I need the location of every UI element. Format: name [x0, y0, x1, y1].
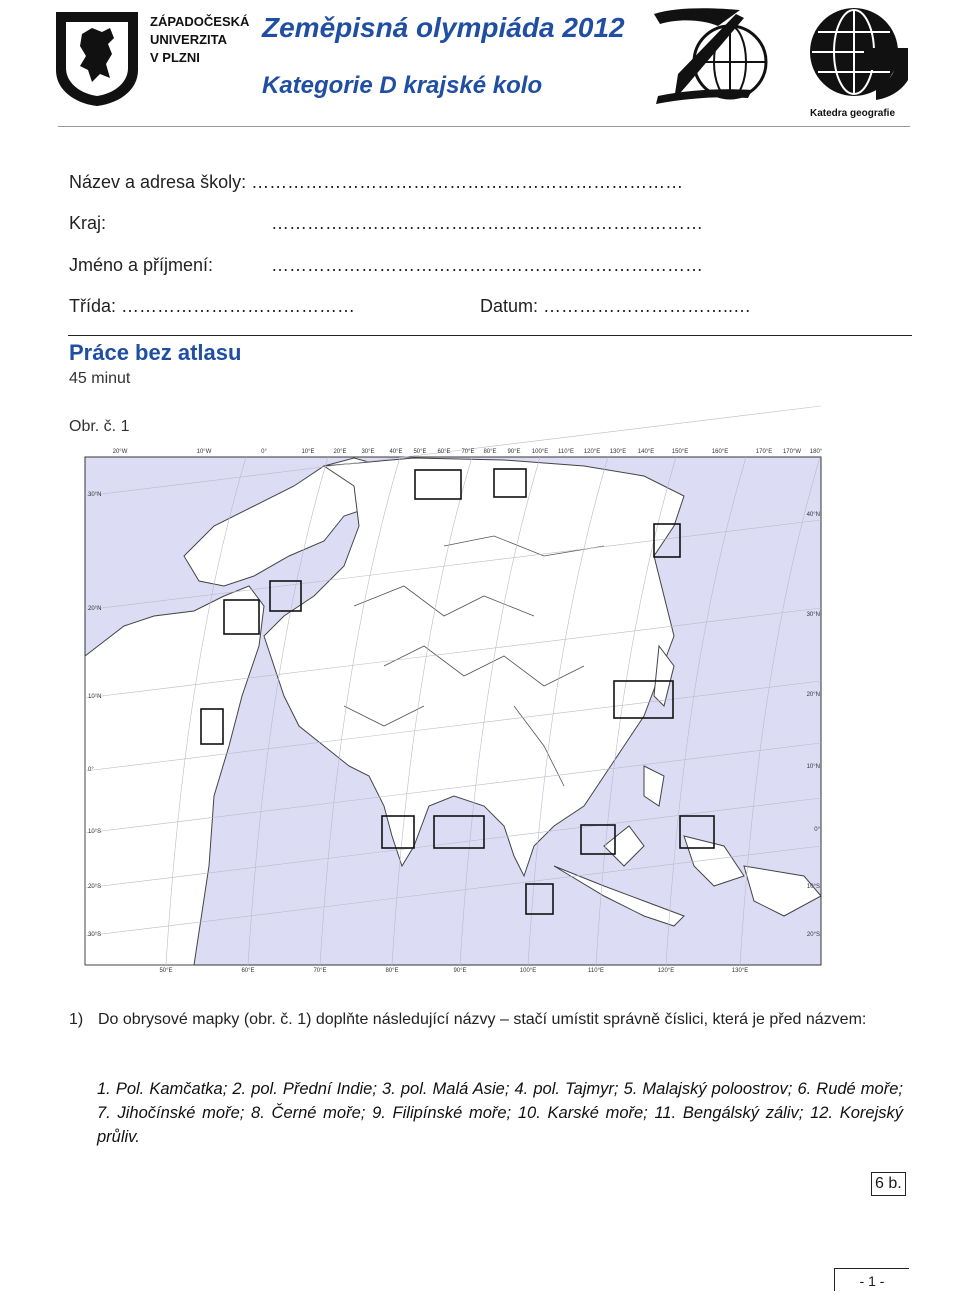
top-tick-label: 110°E	[558, 449, 574, 455]
top-tick-label: 170°W	[782, 449, 802, 455]
top-tick-label: 10°E	[301, 449, 315, 455]
left-tick-label: 20°N	[88, 606, 102, 612]
top-tick-label: 90°E	[507, 449, 521, 455]
top-tick-label: 40°E	[389, 449, 403, 455]
top-tick-label: 120°E	[583, 449, 601, 455]
university-logo	[52, 8, 252, 108]
right-tick-label: 20°S	[806, 932, 820, 938]
top-tick-label: 30°E	[361, 449, 375, 455]
bottom-tick-label: 50°E	[159, 968, 173, 974]
svg-text:ZÁPADOČESKÁ: ZÁPADOČESKÁ	[150, 14, 250, 29]
left-tick-label: 30°S	[88, 932, 102, 938]
task-instruction: Do obrysové mapky (obr. č. 1) doplňte následující názvy – stačí umístit správně číslici, která je před názvem:	[98, 1011, 867, 1028]
left-tick-label: 10°N	[88, 694, 102, 700]
top-tick-label: 150°E	[671, 449, 689, 455]
date-label: Datum:	[480, 296, 539, 316]
class-dots: …………………………………	[121, 296, 356, 316]
task-1	[69, 1008, 904, 1032]
page-title: Zeměpisná olympiáda 2012	[262, 12, 625, 43]
name-field[interactable]	[69, 255, 703, 276]
class-label: Třída:	[69, 296, 117, 316]
top-tick-label: 80°E	[483, 449, 497, 455]
region-label: Kraj:	[69, 213, 107, 233]
page-subtitle: Kategorie D krajské kolo	[262, 72, 543, 99]
top-tick-label: 20°E	[333, 449, 347, 455]
top-tick-label: 140°E	[637, 449, 655, 455]
bottom-tick-label: 60°E	[241, 968, 255, 974]
section-title: Práce bez atlasu	[69, 340, 242, 365]
name-label: Jméno a příjmení:	[69, 255, 214, 275]
left-tick-label: 0°	[88, 767, 94, 773]
left-tick-label: 20°S	[88, 884, 102, 890]
top-tick-label: 0°	[261, 449, 267, 455]
top-tick-label: 180°	[809, 449, 823, 455]
region-field[interactable]	[69, 213, 703, 234]
form-divider	[68, 335, 912, 336]
date-dots: …………………………..…	[543, 296, 752, 316]
top-tick-label: 70°E	[461, 449, 475, 455]
top-tick-label: 130°E	[609, 449, 627, 455]
figure-label: Obr. č. 1	[69, 418, 130, 435]
top-tick-label: 10°W	[196, 449, 212, 455]
svg-text:Katedra geografie: Katedra geografie	[810, 108, 896, 119]
top-tick-label: 170°E	[755, 449, 773, 455]
school-label: Název a adresa školy:	[69, 172, 247, 192]
top-tick-label: 50°E	[413, 449, 427, 455]
bottom-tick-label: 110°E	[588, 968, 604, 974]
region-dots: ………………………………………………………………	[271, 213, 703, 233]
department-logo	[804, 4, 914, 120]
right-tick-label: 0°	[814, 827, 820, 833]
bottom-tick-label: 70°E	[313, 968, 327, 974]
top-tick-label: 100°E	[531, 449, 549, 455]
right-tick-label: 10°S	[806, 884, 820, 890]
time-limit: 45 minut	[69, 370, 131, 387]
right-tick-label: 20°N	[806, 692, 820, 698]
left-tick-label: 10°S	[88, 829, 102, 835]
top-tick-label: 160°E	[711, 449, 729, 455]
right-tick-label: 10°N	[806, 764, 820, 770]
names-list: 1. Pol. Kamčatka; 2. pol. Přední Indie; 3. pol. Malá Asie; 4. pol. Tajmyr; 5. Malajský poloostrov; 6. Rudé moře; 7. Jihočínské moře; 8. Černé moře; 9. Filipínské moře; 10. Karské moře; 11. Bengálský záliv; 12. Korejský průliv.	[97, 1080, 903, 1146]
right-tick-label: 40°N	[806, 512, 820, 518]
points-badge: 6 b.	[871, 1172, 906, 1196]
olympiad-logo	[648, 4, 772, 106]
school-field[interactable]	[69, 172, 683, 193]
school-dots: ………………………………………………………………	[251, 172, 684, 192]
class-field[interactable]	[69, 296, 355, 317]
date-field[interactable]	[480, 296, 751, 317]
bottom-tick-label: 90°E	[453, 968, 467, 974]
bottom-tick-label: 120°E	[657, 968, 675, 974]
outline-map	[84, 446, 824, 974]
svg-text:V PLZNI: V PLZNI	[150, 50, 200, 65]
bottom-tick-label: 80°E	[385, 968, 399, 974]
right-tick-label: 30°N	[806, 612, 820, 618]
page-number: - 1 -	[834, 1268, 909, 1291]
left-tick-label: 30°N	[88, 492, 102, 498]
svg-text:UNIVERZITA: UNIVERZITA	[150, 32, 228, 47]
header-divider	[58, 126, 910, 127]
top-tick-label: 60°E	[437, 449, 451, 455]
task-number: 1)	[69, 1011, 84, 1028]
bottom-tick-label: 100°E	[519, 968, 537, 974]
name-dots: ………………………………………………………………	[271, 255, 703, 275]
bottom-tick-label: 130°E	[731, 968, 749, 974]
top-tick-label: 20°W	[112, 449, 128, 455]
